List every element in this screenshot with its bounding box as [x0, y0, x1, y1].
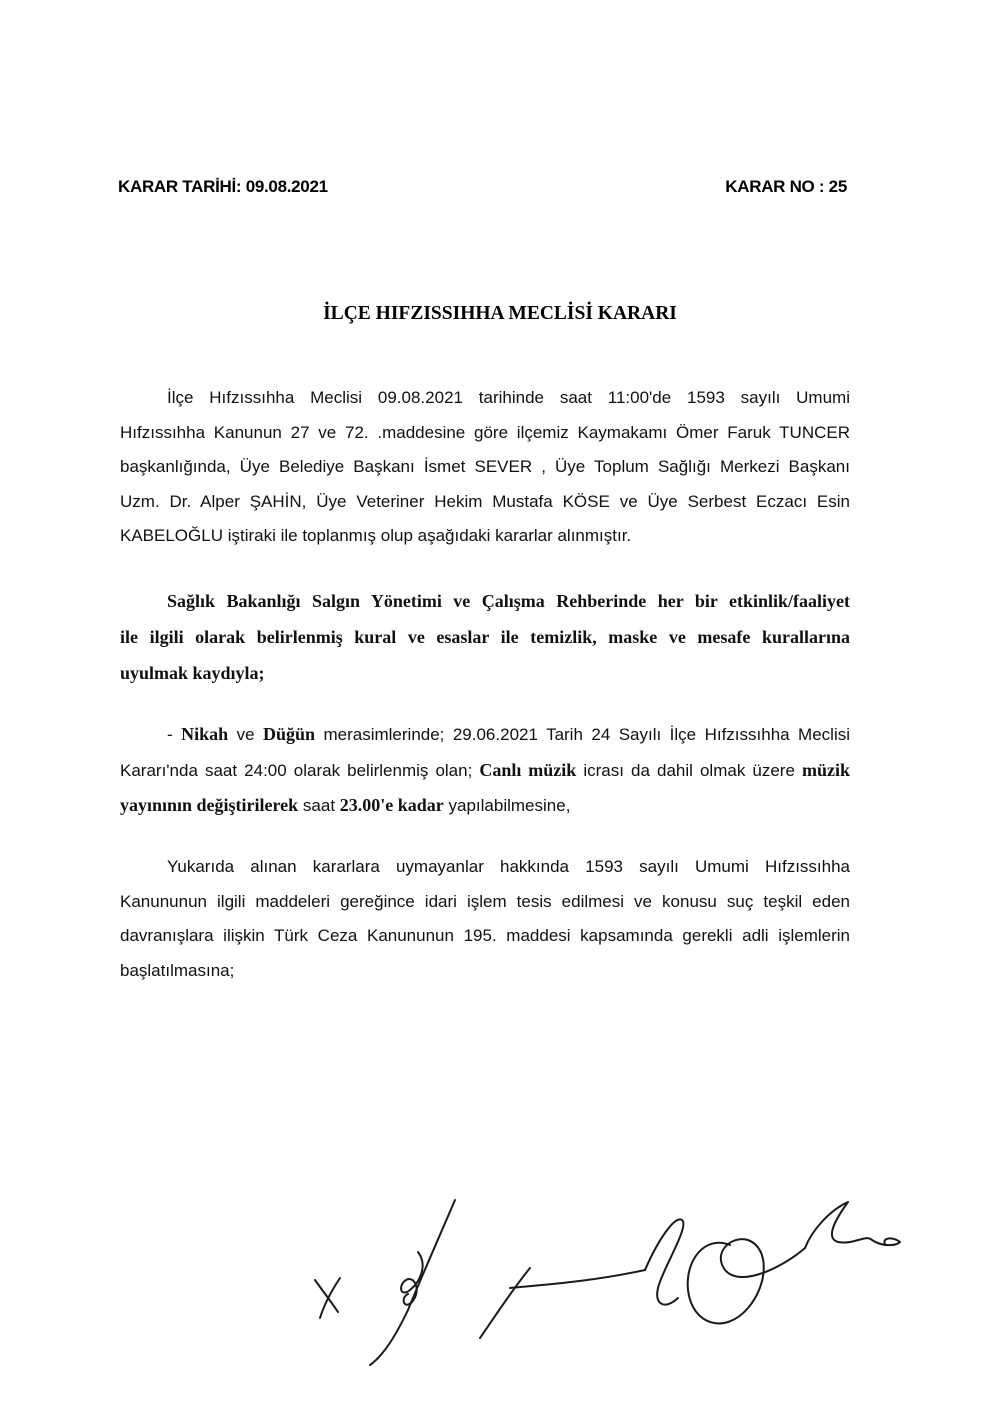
- condition-paragraph: [120, 583, 850, 691]
- signatures: [300, 1190, 920, 1380]
- sanction-paragraph: [120, 850, 850, 988]
- intro-line: Hıfzıssıhha Kanunun 27 ve 72. .maddesine göre ilçemiz Kaymakamı Ömer Faruk TUNCER: [120, 422, 850, 442]
- decision-live-music: Canlı müzik: [479, 759, 577, 780]
- document-title: İLÇE HIFZISSIHHA MECLİSİ KARARI: [323, 303, 677, 324]
- intro-line: İlçe Hıfzıssıhha Meclisi 09.08.2021 tarihinde saat 11:00'de 1593 sayılı Umumi: [167, 388, 850, 407]
- condition-line: uyulmak kaydıyla;: [120, 663, 265, 683]
- sanction-line: davranışlara ilişkin Türk Ceza Kanununun 195. maddesi kapsamında gerekli adli işlemlerin: [120, 926, 850, 945]
- signature-4: [688, 1202, 900, 1323]
- decision-dash: -: [167, 725, 182, 744]
- decision-broadcast: yayınının değiştirilerek: [120, 795, 299, 815]
- decision-line: [120, 717, 850, 753]
- decision-paragraph: [120, 717, 850, 824]
- decision-number: KARAR NO : 25: [725, 177, 847, 196]
- decision-text: Kararı'nda saat 24:00 olarak belirlenmiş olan;: [120, 760, 480, 780]
- intro-line: başkanlığında, Üye Belediye Başkanı İsmet SEVER , Üye Toplum Sağlığı Merkezi Başkanı: [120, 457, 850, 476]
- decision-line: [120, 788, 850, 824]
- decision-text: merasimlerinde; 29.06.2021 Tarih 24 Sayılı İlçe Hıfzıssıhha Meclisi: [315, 725, 850, 744]
- intro-paragraph: [120, 381, 850, 554]
- decision-text: icrası da dahil olmak üzere: [576, 760, 802, 780]
- intro-line: KABELOĞLU iştiraki ile toplanmış olup aşağıdaki kararlar alınmıştır.: [120, 526, 632, 545]
- signature-1: [315, 1278, 340, 1318]
- condition-line: Sağlık Bakanlığı Salgın Yönetimi ve Çalışma Rehberinde her bir etkinlik/faaliyet: [167, 591, 850, 611]
- decision-date: KARAR TARİHİ: 09.08.2021: [118, 177, 328, 196]
- sanction-line: Kanununun ilgili maddeleri gereğince idari işlem tesis edilmesi ve konusu suç teşkil eden: [120, 891, 850, 911]
- signature-3: [480, 1219, 683, 1338]
- decision-text: yapılabilmesine,: [443, 796, 571, 815]
- decision-text: saat: [298, 796, 340, 815]
- decision-text: ve: [228, 725, 263, 744]
- decision-time: 23.00'e kadar: [339, 795, 444, 815]
- decision-music: müzik: [801, 759, 850, 780]
- sanction-line: Yukarıda alınan kararlara uymayanlar hakkında 1593 sayılı Umumi Hıfzıssıhha: [167, 857, 850, 876]
- decision-line: [120, 753, 850, 789]
- sanction-line: başlatılmasına;: [120, 960, 235, 980]
- decision-dugun: Düğün: [263, 724, 316, 744]
- signature-2: [370, 1200, 455, 1365]
- intro-line: Uzm. Dr. Alper ŞAHİN, Üye Veteriner Hekim Mustafa KÖSE ve Üye Serbest Eczacı Esin: [120, 491, 850, 511]
- condition-line: ile ilgili olarak belirlenmiş kural ve esaslar ile temizlik, maske ve mesafe kurallarına: [120, 627, 850, 647]
- decision-nikah: Nikah: [181, 724, 229, 744]
